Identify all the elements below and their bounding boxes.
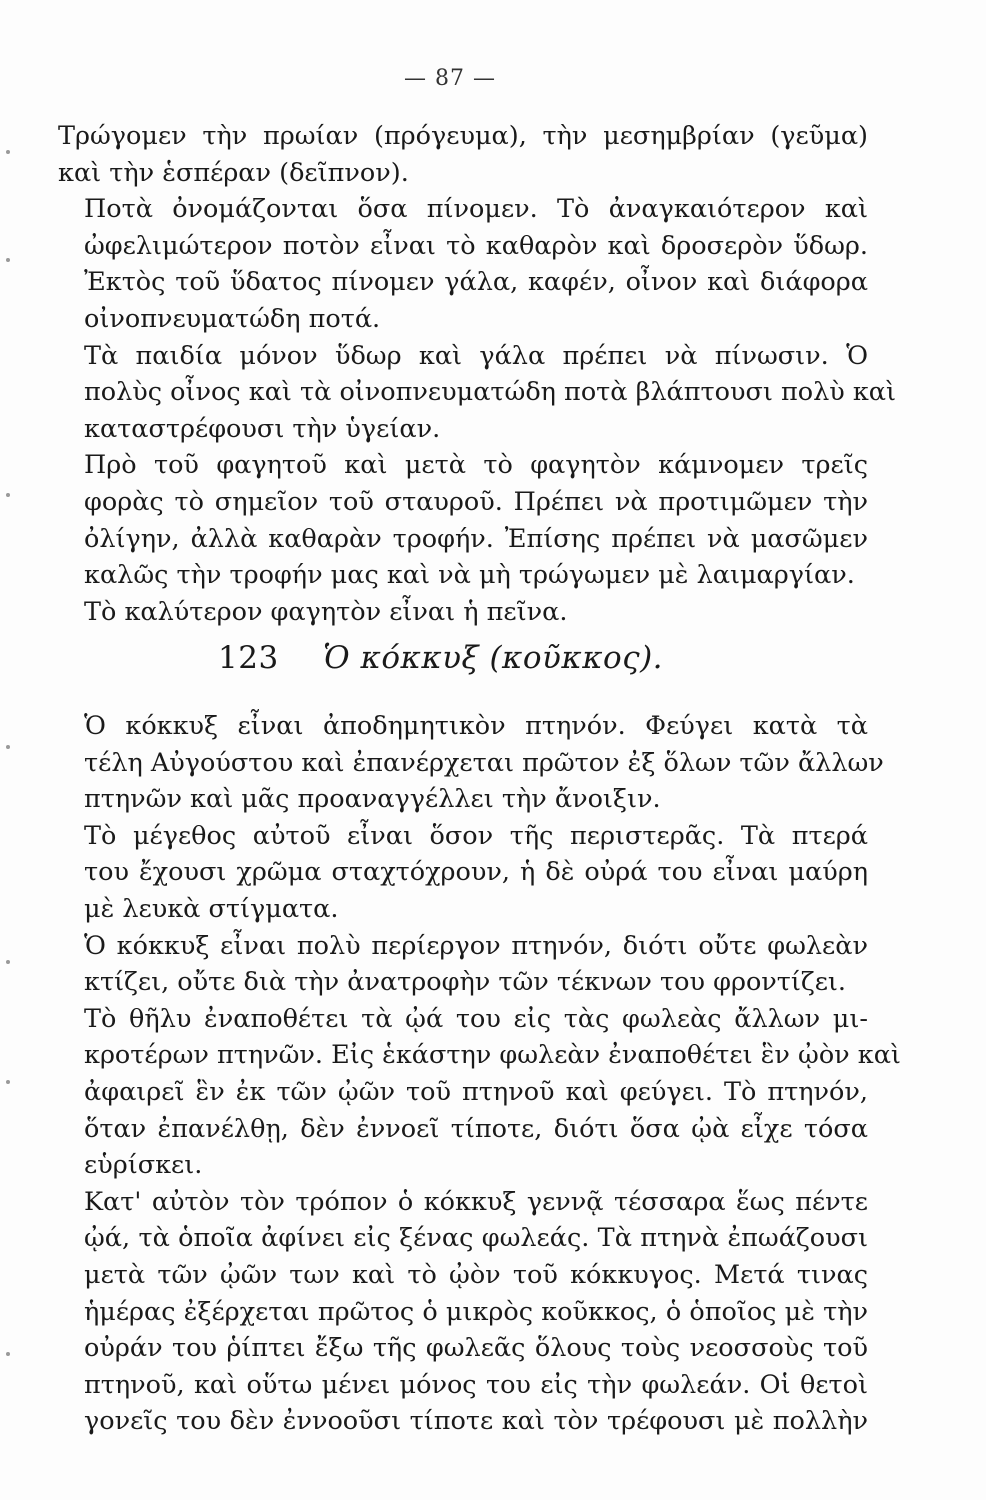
paragraph [58, 1184, 868, 1440]
text-line: ὀλίγην, ἀλλὰ καθαρὰν τροφήν. Ἐπίσης πρέπει νὰ μασῶμεν [84, 523, 868, 554]
text-line: του ἔχουσι χρῶμα σταχτόχρουν, ἡ δὲ οὐρά του εἶναι μαύρη [84, 857, 868, 888]
paragraph [58, 447, 868, 593]
margin-speck [6, 493, 10, 497]
section-title: Ὁ κόκκυξ (κοῦκκος). [323, 640, 664, 676]
text-line: πολὺς οἶνος καὶ τὰ οἰνοπνευματώδη ποτὰ βλάπτουσι πολὺ καὶ [84, 377, 896, 408]
text-line: καταστρέφουσι τὴν ὑγείαν. [84, 413, 441, 444]
text-section-cuckoo [58, 708, 901, 1440]
text-line: Τρώγομεν τὴν πρωίαν (πρόγευμα), τὴν μεσημβρίαν (γεῦμα) [58, 121, 868, 151]
paragraph [58, 338, 896, 448]
text-line: Πρὸ τοῦ φαγητοῦ καὶ μετὰ τὸ φαγητὸν κάμνομεν τρεῖς [84, 450, 868, 481]
text-line: Ἐκτὸς τοῦ ὕδατος πίνομεν γάλα, καφέν, οἶνον καὶ διάφορα [84, 267, 868, 298]
text-section-food [58, 118, 896, 630]
text-line: Τὸ μέγεθος αὐτοῦ εἶναι ὅσον τῆς περιστερᾶς. Τὰ πτερά [84, 820, 868, 851]
paragraph [58, 191, 868, 337]
text-line: οὐράν του ῥίπτει ἔξω τῆς φωλεᾶς ὅλους τοὺς νεοσσοὺς τοῦ [84, 1333, 868, 1364]
text-line: πτηνοῦ, καὶ οὕτω μένει μόνος του εἰς τὴν φωλεάν. Οἱ θετοὶ [84, 1369, 868, 1400]
section-number: 123 [218, 640, 279, 676]
margin-speck [6, 1080, 10, 1084]
text-line: εὑρίσκει. [84, 1150, 203, 1181]
margin-speck [6, 1352, 10, 1356]
paragraph [58, 708, 884, 818]
text-line: Τὸ καλύτερον φαγητὸν εἶναι ἡ πεῖνα. [84, 596, 568, 627]
margin-speck [6, 258, 10, 262]
text-line: κροτέρων πτηνῶν. Εἰς ἑκάστην φωλεὰν ἐναποθέτει ἓν ᾠὸν καὶ [84, 1040, 901, 1071]
text-line: Ὁ κόκκυξ εἶναι πολὺ περίεργον πτηνόν, διότι οὔτε φωλεὰν [84, 930, 868, 961]
text-line: Κατ' αὐτὸν τὸν τρόπον ὁ κόκκυξ γεννᾷ τέσσαρα ἕως πέντε [84, 1186, 868, 1217]
text-line: οἰνοπνευματώδη ποτά. [84, 303, 381, 334]
paragraph [58, 594, 868, 631]
text-line: φορὰς τὸ σημεῖον τοῦ σταυροῦ. Πρέπει νὰ προτιμῶμεν τὴν [84, 486, 868, 517]
paragraph [58, 818, 868, 928]
text-line: γονεῖς του δὲν ἐννοοῦσι τίποτε καὶ τὸν τρέφουσι μὲ πολλὴν [84, 1406, 868, 1437]
text-line: Τὸ θῆλυ ἐναποθέτει τὰ ᾠά του εἰς τὰς φωλεὰς ἄλλων μι- [84, 1003, 868, 1034]
margin-speck [6, 960, 10, 964]
text-line: κτίζει, οὔτε διὰ τὴν ἀνατροφὴν τῶν τέκνων του φροντίζει. [84, 967, 847, 998]
text-line: καὶ τὴν ἑσπέραν (δεῖπνον). [58, 157, 409, 188]
text-line: Ὁ κόκκυξ εἶναι ἀποδημητικὸν πτηνόν. Φεύγει κατὰ τὰ [84, 711, 868, 741]
section-heading [218, 640, 663, 676]
text-line: ὠφελιμώτερον ποτὸν εἶναι τὸ καθαρὸν καὶ δροσερὸν ὕδωρ. [84, 230, 868, 261]
text-line: ἡμέρας ἐξέρχεται πρῶτος ὁ μικρὸς κοῦκκος, ὁ ὁποῖος μὲ τὴν [84, 1296, 868, 1327]
text-line: μετὰ τῶν ᾠῶν των καὶ τὸ ᾠὸν τοῦ κόκκυγος. Μετά τινας [84, 1259, 868, 1290]
text-line: καλῶς τὴν τροφήν μας καὶ νὰ μὴ τρώγωμεν μὲ λαιμαργίαν. [84, 560, 855, 591]
page-number: — 87 — [404, 66, 496, 91]
text-line: ὅταν ἐπανέλθῃ, δὲν ἐννοεῖ τίποτε, διότι ὅσα ᾠὰ εἶχε τόσα [84, 1113, 868, 1144]
text-line: ᾠά, τὰ ὁποῖα ἀφίνει εἰς ξένας φωλεάς. Τὰ πτηνὰ ἐπωάζουσι [84, 1223, 868, 1254]
paragraph [58, 928, 868, 1001]
margin-speck [6, 745, 10, 749]
text-line: πτηνῶν καὶ μᾶς προαναγγέλλει τὴν ἄνοιξιν. [84, 784, 661, 815]
text-line: ἀφαιρεῖ ἓν ἐκ τῶν ᾠῶν τοῦ πτηνοῦ καὶ φεύγει. Τὸ πτηνόν, [84, 1076, 868, 1107]
text-line: τέλη Αὐγούστου καὶ ἐπανέρχεται πρῶτον ἐξ ὅλων τῶν ἄλλων [84, 747, 884, 778]
paragraph [58, 1001, 901, 1184]
text-line: Τὰ παιδία μόνον ὕδωρ καὶ γάλα πρέπει νὰ πίνωσιν. Ὁ [84, 340, 868, 371]
text-line: μὲ λευκὰ στίγματα. [84, 893, 339, 924]
paragraph [58, 118, 868, 191]
text-line: Ποτὰ ὀνομάζονται ὅσα πίνομεν. Τὸ ἀναγκαιότερον καὶ [84, 194, 868, 225]
margin-speck [6, 150, 10, 154]
